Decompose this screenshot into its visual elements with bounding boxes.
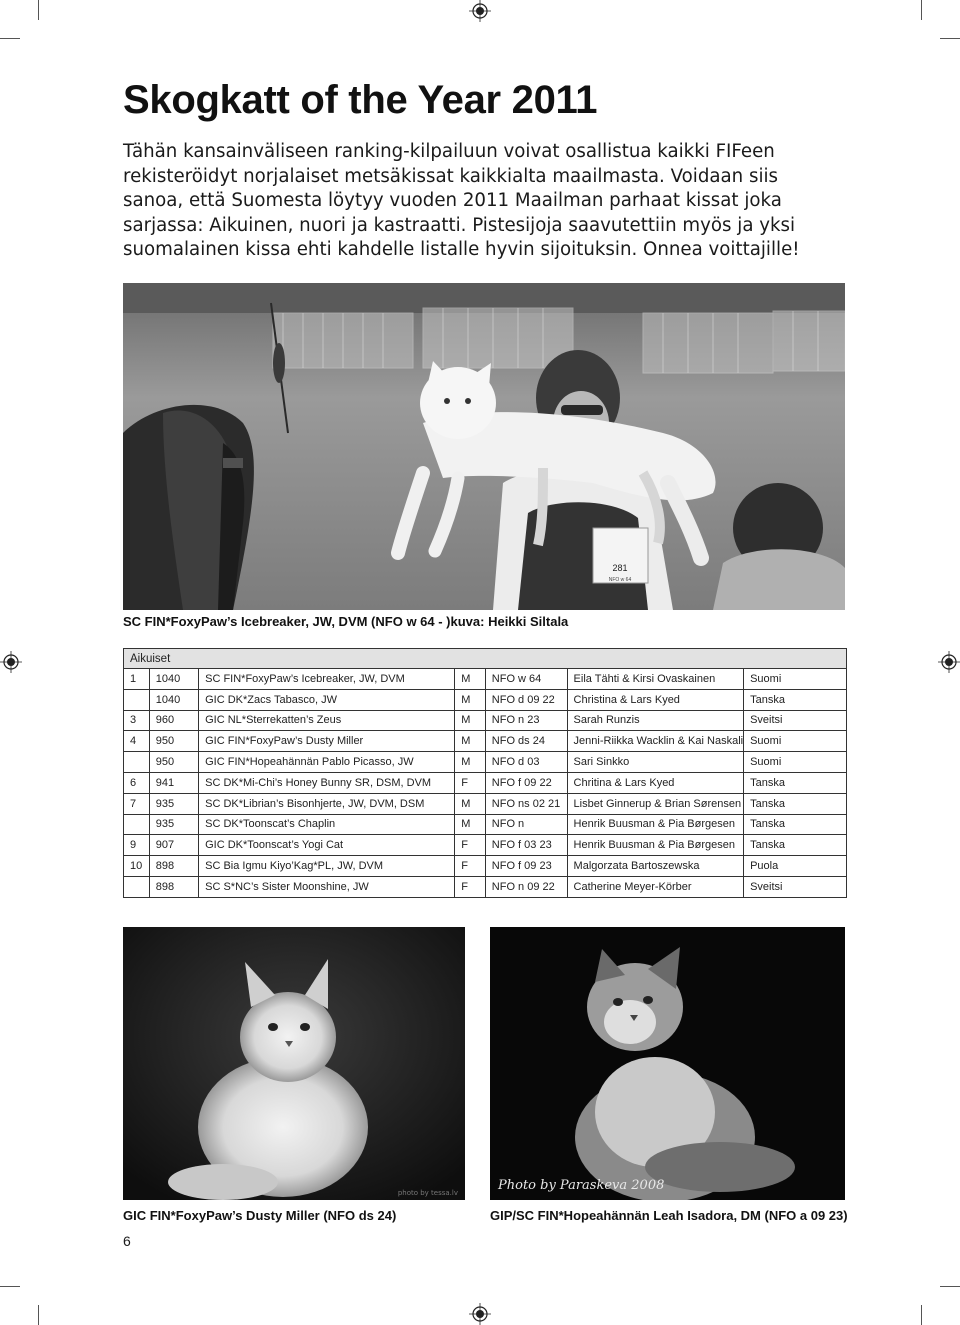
photo-leah-isadora-caption: GIP/SC FIN*Hopeahännän Leah Isadora, DM (NFO a 09 23) <box>490 1208 848 1223</box>
cell-sex: M <box>455 689 485 710</box>
crop-mark <box>0 1286 20 1287</box>
cell-points: 898 <box>149 856 198 877</box>
cell-country: Puola <box>744 856 847 877</box>
cell-name: GIC FIN*FoxyPaw’s Dusty Miller <box>199 731 455 752</box>
cell-owner: Catherine Meyer-Körber <box>567 876 744 897</box>
cell-ems: NFO ns 02 21 <box>485 793 567 814</box>
cell-ems: NFO d 03 <box>485 752 567 773</box>
photo-leah-isadora <box>490 927 845 1200</box>
cell-rank <box>124 752 150 773</box>
results-table <box>123 648 847 898</box>
cell-country: Tanska <box>744 772 847 793</box>
cell-rank: 6 <box>124 772 150 793</box>
cell-points: 935 <box>149 793 198 814</box>
registration-mark-icon <box>469 0 491 22</box>
cell-sex: M <box>455 814 485 835</box>
table-row <box>124 710 847 731</box>
cell-ems: NFO n 09 22 <box>485 876 567 897</box>
cell-name: SC DK*Librian’s Bisonhjerte, JW, DVM, DSM <box>199 793 455 814</box>
crop-mark <box>38 0 39 20</box>
cell-points: 935 <box>149 814 198 835</box>
table-row <box>124 835 847 856</box>
cell-owner: Sarah Runzis <box>567 710 744 731</box>
cell-ems: NFO w 64 <box>485 669 567 690</box>
cell-owner: Lisbet Ginnerup & Brian Sørensen <box>567 793 744 814</box>
cell-points: 960 <box>149 710 198 731</box>
cell-sex: M <box>455 710 485 731</box>
page-number: 6 <box>123 1233 131 1249</box>
intro-paragraph: Tähän kansainväliseen ranking-kilpailuun voivat osallistua kaikki FIFeen rekisteröidyt norjalaiset metsäkissat kaikkialta maailmasta. Voidaan siis sanoa, että Suomesta löytyy vuoden 2011 Maailman parhaat kissat joka sarjassa: Aikuinen, nuori ja kastraatti. Pistesijoja saavutettiin myös ja yksi suomalainen kissa ehti kahdelle listalle hyvin sijoituksin. Onnea voittajille! <box>123 141 800 260</box>
photo-dusty-miller-caption: GIC FIN*FoxyPaw’s Dusty Miller (NFO ds 24) <box>123 1208 397 1223</box>
table-row <box>124 793 847 814</box>
cell-owner: Sari Sinkko <box>567 752 744 773</box>
photo-watermark: photo by tessa.lv <box>397 1189 458 1197</box>
cell-name: GIC NL*Sterrekatten’s Zeus <box>199 710 455 731</box>
cell-owner: Henrik Buusman & Pia Børgesen <box>567 835 744 856</box>
registration-mark-icon <box>938 651 960 673</box>
table-header: Aikuiset <box>124 649 847 669</box>
cell-sex: F <box>455 876 485 897</box>
cell-sex: F <box>455 856 485 877</box>
cell-owner: Henrik Buusman & Pia Børgesen <box>567 814 744 835</box>
cell-rank: 7 <box>124 793 150 814</box>
cell-owner: Jenni-Riikka Wacklin & Kai Naskali <box>567 731 744 752</box>
cell-rank: 9 <box>124 835 150 856</box>
cell-name: GIC DK*Toonscat’s Yogi Cat <box>199 835 455 856</box>
cell-ems: NFO n 23 <box>485 710 567 731</box>
cell-country: Suomi <box>744 669 847 690</box>
cell-rank: 1 <box>124 669 150 690</box>
cell-rank <box>124 876 150 897</box>
table-row <box>124 689 847 710</box>
cell-country: Sveitsi <box>744 876 847 897</box>
cell-ems: NFO f 09 23 <box>485 856 567 877</box>
table-row <box>124 814 847 835</box>
table-row <box>124 876 847 897</box>
cell-country: Tanska <box>744 689 847 710</box>
cell-sex: M <box>455 793 485 814</box>
cell-name: SC Bia Igmu Kiyo’Kag*PL, JW, DVM <box>199 856 455 877</box>
cell-name: SC DK*Mi-Chi’s Honey Bunny SR, DSM, DVM <box>199 772 455 793</box>
cell-rank <box>124 689 150 710</box>
photo-dusty-miller <box>123 927 465 1200</box>
table-row <box>124 772 847 793</box>
cell-ems: NFO f 03 23 <box>485 835 567 856</box>
crop-mark <box>940 38 960 39</box>
page-title: Skogkatt of the Year 2011 <box>123 78 598 122</box>
photo-watermark: Photo by Paraskeva 2008 <box>498 1178 665 1193</box>
crop-mark <box>0 38 20 39</box>
cell-ems: NFO n <box>485 814 567 835</box>
table-header-row <box>124 649 847 669</box>
cell-owner: Malgorzata Bartoszewska <box>567 856 744 877</box>
cell-owner: Christina & Lars Kyed <box>567 689 744 710</box>
cell-owner: Chritina & Lars Kyed <box>567 772 744 793</box>
cell-points: 1040 <box>149 689 198 710</box>
cell-points: 1040 <box>149 669 198 690</box>
registration-mark-icon <box>0 651 22 673</box>
cell-sex: M <box>455 731 485 752</box>
table-row <box>124 752 847 773</box>
cell-ems: NFO d 09 22 <box>485 689 567 710</box>
cell-rank: 10 <box>124 856 150 877</box>
cell-ems: NFO ds 24 <box>485 731 567 752</box>
cell-name: GIC FIN*Hopeahännän Pablo Picasso, JW <box>199 752 455 773</box>
cell-sex: M <box>455 669 485 690</box>
registration-mark-icon <box>469 1303 491 1325</box>
cell-name: SC S*NC’s Sister Moonshine, JW <box>199 876 455 897</box>
table-row <box>124 731 847 752</box>
main-photo-caption: SC FIN*FoxyPaw’s Icebreaker, JW, DVM (NFO w 64 - )kuva: Heikki Siltala <box>123 614 569 629</box>
cell-points: 941 <box>149 772 198 793</box>
main-photo <box>123 283 845 610</box>
crop-mark <box>38 1305 39 1325</box>
cell-country: Suomi <box>744 731 847 752</box>
cell-name: SC DK*Toonscat’s Chaplin <box>199 814 455 835</box>
cell-sex: F <box>455 835 485 856</box>
cell-points: 950 <box>149 731 198 752</box>
cell-country: Sveitsi <box>744 710 847 731</box>
table-row <box>124 856 847 877</box>
badge-number: 281 <box>612 563 628 573</box>
cell-country: Tanska <box>744 835 847 856</box>
crop-mark <box>940 1286 960 1287</box>
table-row <box>124 669 847 690</box>
cell-ems: NFO f 09 22 <box>485 772 567 793</box>
cell-country: Suomi <box>744 752 847 773</box>
badge-breed: NFO w 64 <box>608 577 632 583</box>
cell-points: 898 <box>149 876 198 897</box>
cell-country: Tanska <box>744 793 847 814</box>
cell-rank: 3 <box>124 710 150 731</box>
cell-name: SC FIN*FoxyPaw’s Icebreaker, JW, DVM <box>199 669 455 690</box>
cell-owner: Eila Tähti & Kirsi Ovaskainen <box>567 669 744 690</box>
cell-rank: 4 <box>124 731 150 752</box>
cell-sex: F <box>455 772 485 793</box>
cell-name: GIC DK*Zacs Tabasco, JW <box>199 689 455 710</box>
crop-mark <box>921 1305 922 1325</box>
cell-points: 950 <box>149 752 198 773</box>
cell-country: Tanska <box>744 814 847 835</box>
cell-sex: M <box>455 752 485 773</box>
cell-points: 907 <box>149 835 198 856</box>
cell-rank <box>124 814 150 835</box>
crop-mark <box>921 0 922 20</box>
